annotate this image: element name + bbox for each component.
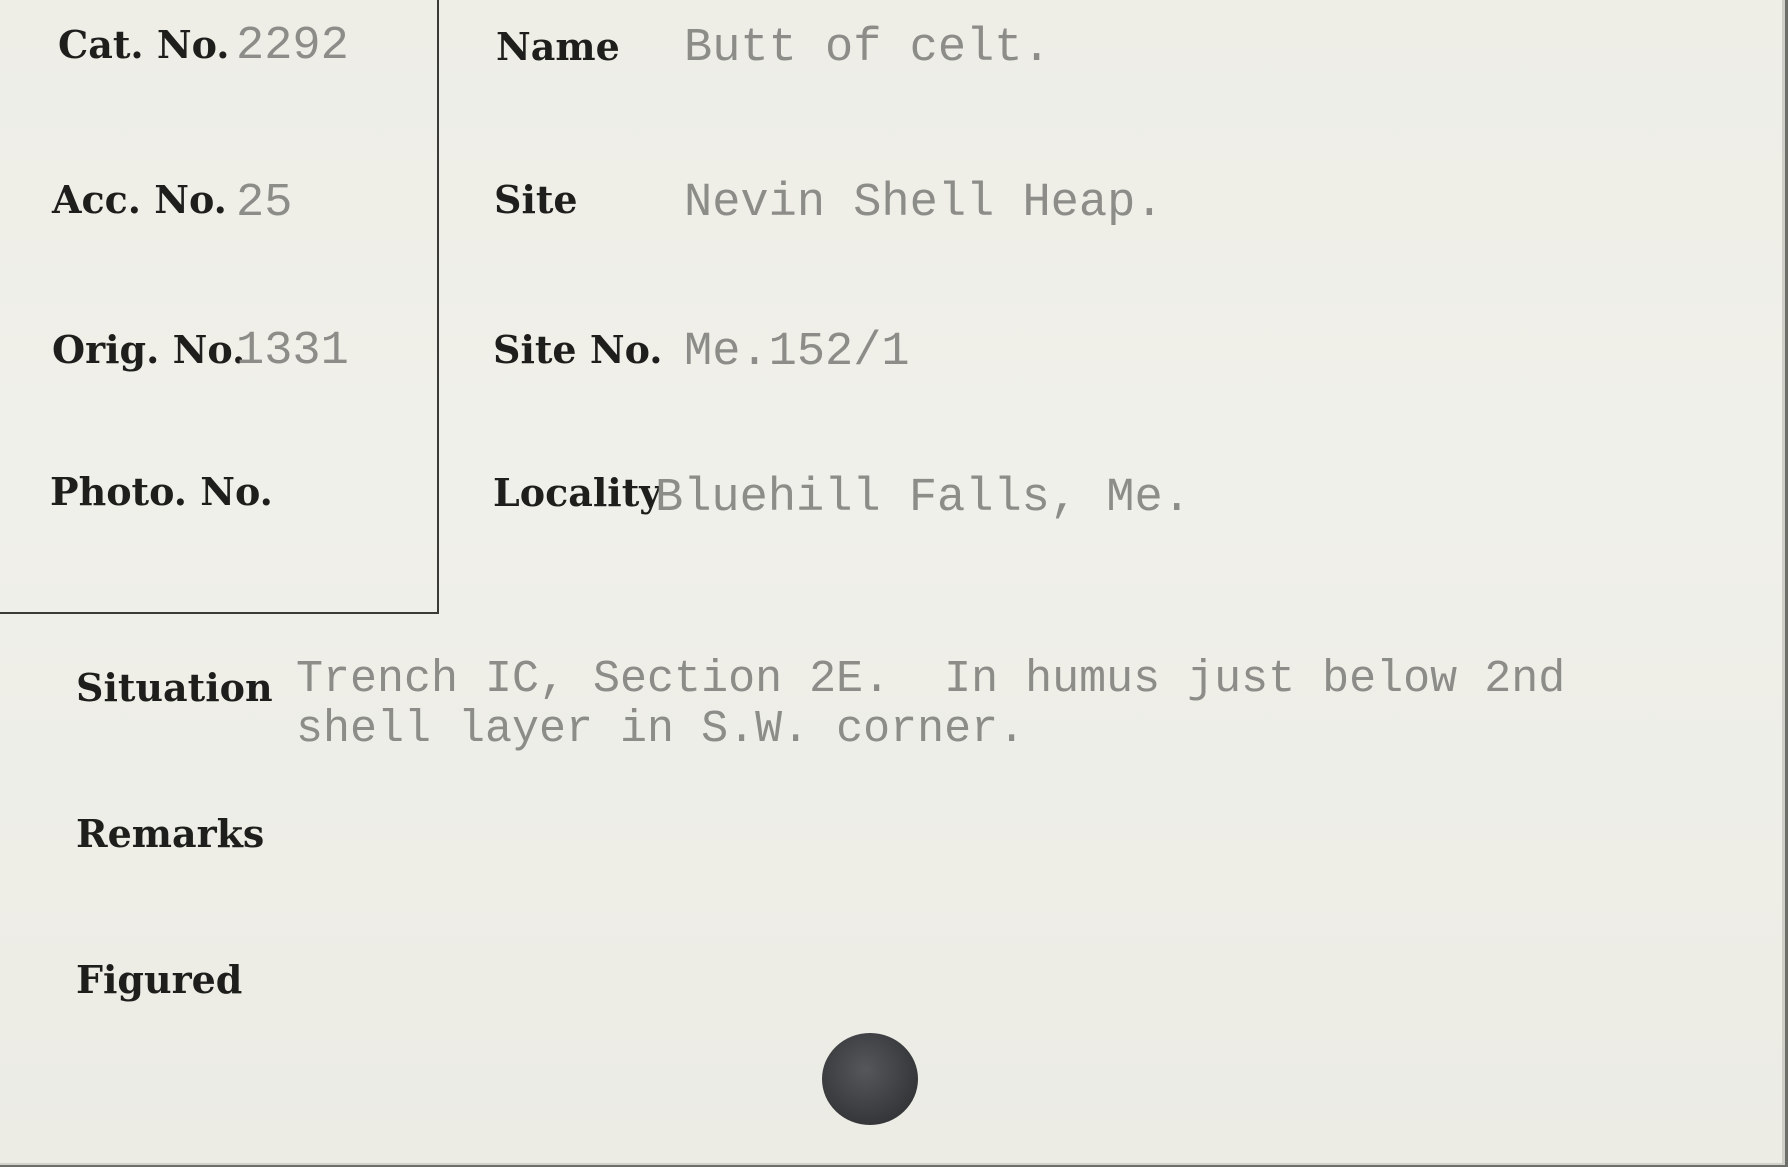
remarks-label: Remarks	[76, 811, 265, 856]
situation-line-2: shell layer in S.W. corner.	[296, 704, 1026, 755]
orig-no-value: 1331	[236, 325, 349, 378]
site-value: Nevin Shell Heap.	[684, 177, 1164, 230]
orig-no-label: Orig. No.	[52, 327, 246, 372]
cat-no-value: 2292	[236, 20, 349, 73]
locality-label: Locality	[493, 470, 662, 515]
situation-line-1: Trench IC, Section 2E. In humus just below 2nd	[296, 654, 1566, 705]
locality-value: Bluehill Falls, Me.	[655, 472, 1191, 525]
site-no-value: Me.152/1	[684, 326, 910, 379]
acc-no-label: Acc. No.	[52, 177, 227, 222]
number-box	[0, 0, 439, 614]
situation-value	[296, 655, 1766, 755]
situation-label: Situation	[76, 665, 273, 710]
name-label: Name	[496, 24, 620, 69]
punch-hole	[822, 1033, 918, 1125]
site-label: Site	[494, 177, 578, 222]
acc-no-value: 25	[236, 177, 293, 230]
site-no-label: Site No.	[493, 327, 663, 372]
name-value: Butt of celt.	[684, 22, 1051, 75]
photo-no-label: Photo. No.	[50, 469, 273, 514]
cat-no-label: Cat. No.	[58, 22, 230, 67]
figured-label: Figured	[76, 957, 243, 1002]
